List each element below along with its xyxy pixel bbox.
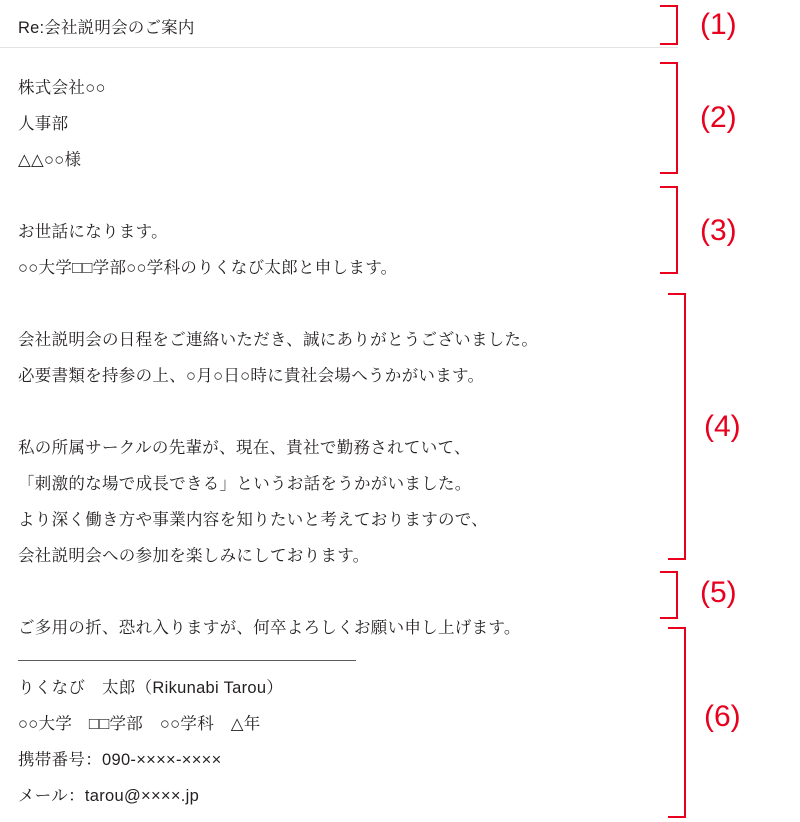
recipient-line: △△○○様 — [18, 151, 82, 169]
body-line: 会社説明会への参加を楽しみにしております。 — [18, 547, 370, 565]
signature-line: メール：tarou@××××.jp — [18, 787, 200, 805]
spacer — [18, 574, 678, 610]
annotation-label-5: (5) — [700, 576, 737, 609]
body-block-second — [18, 430, 678, 574]
body-line: 私の所属サークルの先輩が、現在、貴社で勤務されていて、 — [18, 439, 471, 457]
email-subject-row — [0, 0, 678, 48]
body-line: 会社説明会の日程をご連絡いただき、誠にありがとうございました。 — [18, 331, 539, 349]
greeting-line: お世話になります。 — [18, 223, 168, 241]
signature-top-divider — [18, 660, 356, 661]
greeting-block — [18, 214, 678, 286]
spacer — [18, 286, 678, 322]
annotation-label-2: (2) — [700, 101, 737, 134]
annotation-bracket-1 — [660, 5, 678, 45]
annotation-bracket-4 — [668, 293, 686, 560]
annotation-label-3: (3) — [700, 214, 737, 247]
recipient-block — [18, 70, 678, 178]
annotation-label-1: (1) — [700, 8, 737, 41]
annotation-bracket-2 — [660, 62, 678, 174]
body-line: 必要書類を持参の上、○月○日○時に貴社会場へうかがいます。 — [18, 367, 485, 385]
email-subject-text: Re:会社説明会のご案内 — [18, 19, 195, 37]
annotation-label-6: (6) — [704, 700, 741, 733]
body-block-first — [18, 322, 678, 394]
spacer — [18, 178, 678, 214]
signature-line: ○○大学 □□学部 ○○学科 △年 — [18, 715, 261, 733]
recipient-line: 人事部 — [18, 115, 69, 133]
greeting-line: ○○大学□□学部○○学科のりくなび太郎と申します。 — [18, 259, 398, 277]
body-line: より深く働き方や事業内容を知りたいと考えておりますので、 — [18, 511, 489, 529]
annotation-bracket-6 — [668, 627, 686, 818]
spacer — [18, 394, 678, 430]
annotation-bracket-5 — [660, 571, 678, 619]
body-line: 「刺激的な場で成長できる」というお話をうかがいました。 — [18, 475, 472, 493]
recipient-line: 株式会社○○ — [18, 79, 106, 97]
email-body — [0, 48, 678, 822]
closing-line: ご多用の折、恐れ入りますが、何卒よろしくお願い申し上げます。 — [18, 619, 521, 637]
signature-block — [18, 670, 678, 814]
annotation-bracket-3 — [660, 186, 678, 274]
annotation-label-4: (4) — [704, 410, 741, 443]
signature-line: りくなび 太郎（Rikunabi Tarou） — [18, 679, 284, 697]
signature-line: 携帯番号：090-××××-×××× — [18, 751, 222, 769]
closing-block — [18, 610, 678, 646]
